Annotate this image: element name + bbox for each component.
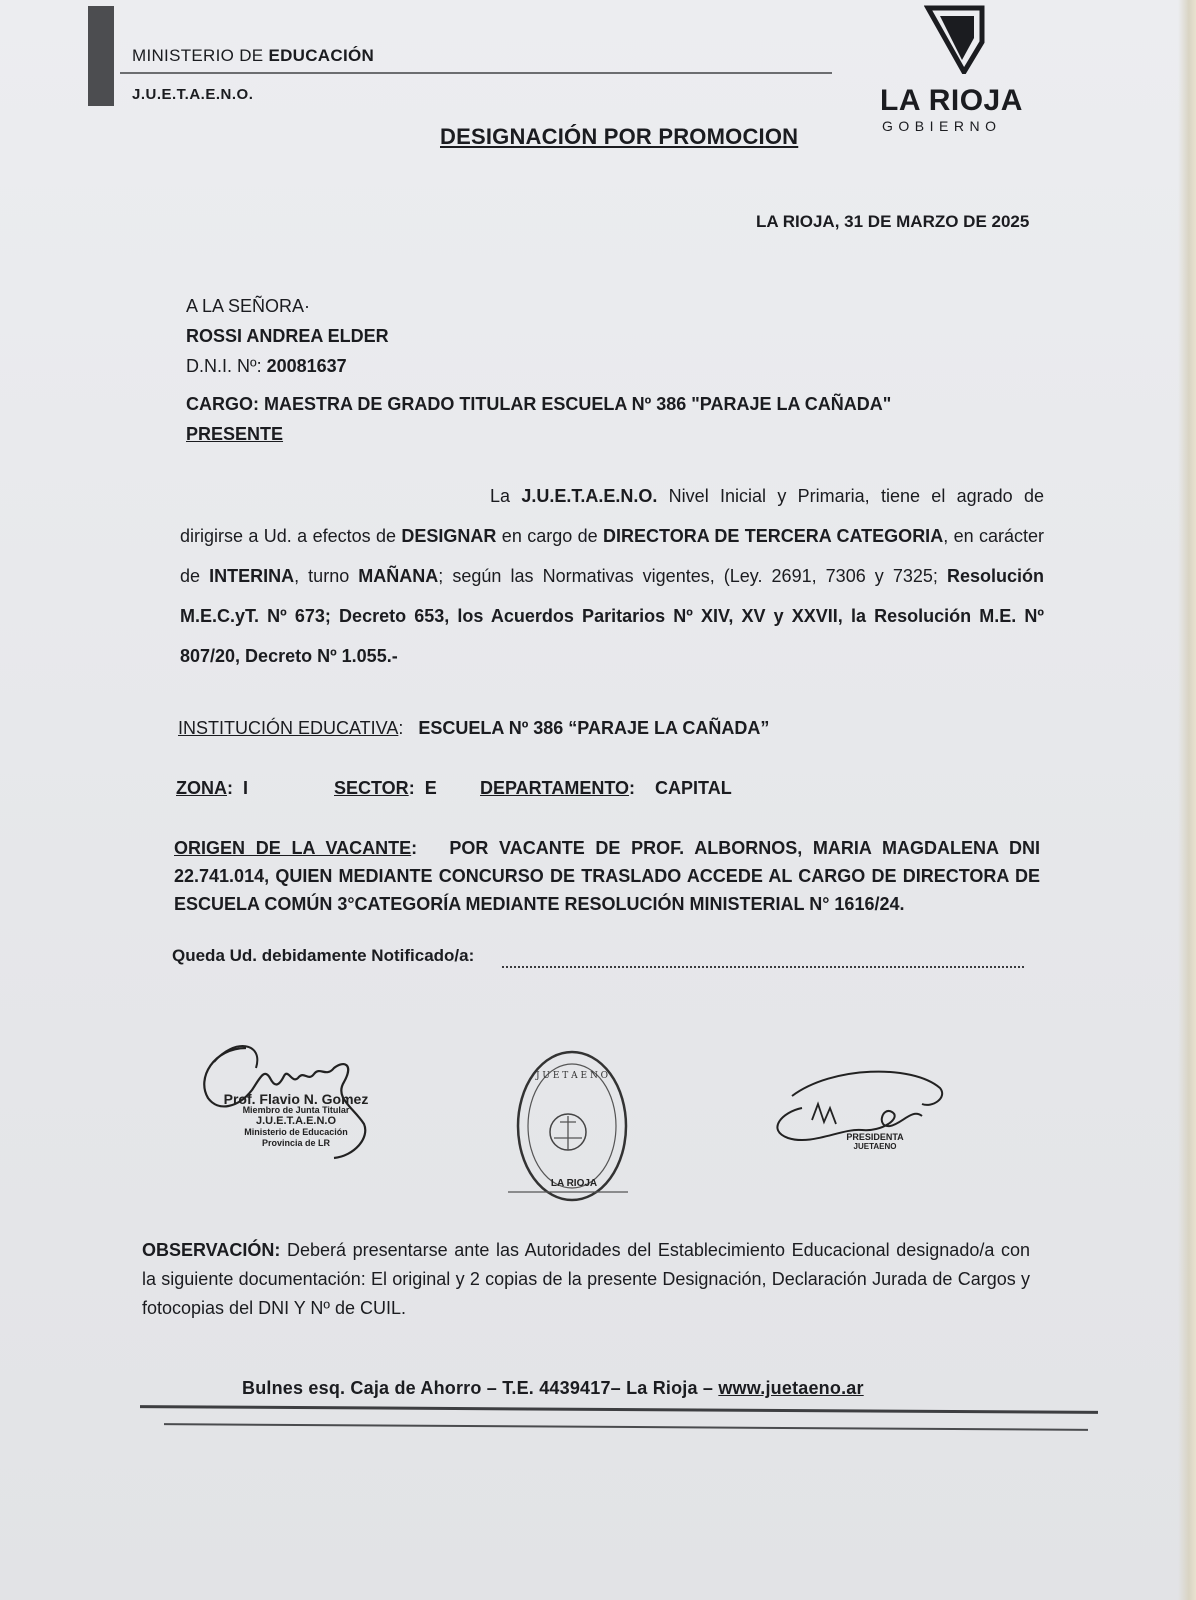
ministry-name: MINISTERIO DE EDUCACIÓN <box>132 46 375 65</box>
sector-field: SECTOR: E <box>334 778 437 798</box>
la-rioja-logo-icon <box>924 2 986 74</box>
vacancy-origin: ORIGEN DE LA VACANTE: POR VACANTE DE PROF. ALBORNOS, MARIA MAGDALENA DNI 22.741.014, QUIEN MEDIANTE CONCURSO DE TRASLADO ACCEDE AL CARGO DE DIRECTORA DE ESCUELA COMÚN 3°CATEGORÍA MEDIANTE RESOLUCIÓN MINISTERIAL N° 1616/24. <box>174 838 1041 914</box>
observation-paragraph: OBSERVACIÓN: Deberá presentarse ante las Autoridades del Establecimiento Educacional designado/a con la siguiente documentación: El original y 2 copias de la presente Designación, Declaración Jurada de Cargos y fotocopias del DNI Y Nº de CUIL. <box>142 1240 1030 1318</box>
seal-caption: LA RIOJA <box>550 1178 598 1189</box>
signature-left-caption: Prof. Flavio N. Gomez Miembro de Junta Titular J.U.E.T.A.E.N.O Ministerio de Educación Provincia de LR <box>223 1091 369 1148</box>
recipient-dni: D.N.I. Nº: 20081637 <box>186 356 347 376</box>
website-link[interactable]: www.juetaeno.ar <box>718 1378 864 1398</box>
zona-field: ZONA: I <box>176 778 249 798</box>
recipient-name: ROSSI ANDREA ELDER <box>186 326 389 346</box>
salutation: A LA SEÑORA· <box>186 296 311 316</box>
designation-paragraph: La J.U.E.T.A.E.N.O. Nivel Inicial y Primaria, tiene el agrado de dirigirse a Ud. a efectos de DESIGNAR en cargo de DIRECTORA DE TERCERA CATEGORIA, en carácter de INTERINA, turno MAÑANA; según las Normativas vigentes, (Ley. 2691, 7306 y 7325; Resolución M.E.C.yT. Nº 673; Decreto 653, los Acuerdos Paritarios Nº XIV, XV y XXVII, la Resolución M.E. Nº 807/20, Decreto Nº 1.055.- <box>180 486 1045 666</box>
logo-subtitle: GOBIERNO <box>882 118 1002 134</box>
presente-label: PRESENTE <box>186 424 284 444</box>
header-divider <box>120 72 832 74</box>
signature-right-caption: PRESIDENTA JUETAENO <box>846 1132 904 1151</box>
notify-signature-line <box>502 966 1024 968</box>
departamento-field: DEPARTAMENTO: CAPITAL <box>480 778 732 798</box>
recipient-cargo: CARGO: MAESTRA DE GRADO TITULAR ESCUELA Nº 386 "PARAJE LA CAÑADA" <box>186 394 892 414</box>
document-title: DESIGNACIÓN POR PROMOCION <box>440 124 799 149</box>
org-name: J.U.E.T.A.E.N.O. <box>132 86 254 103</box>
footer-address: Bulnes esq. Caja de Ahorro – T.E. 4439417– La Rioja – www.juetaeno.ar <box>242 1378 864 1398</box>
official-seal-icon <box>508 1046 636 1206</box>
svg-text:J U E T A E N O: J U E T A E N O <box>535 1071 609 1081</box>
page-edge-shadow <box>1178 0 1196 1600</box>
institution-row: INSTITUCIÓN EDUCATIVA: ESCUELA Nº 386 “PARAJE LA CAÑADA” <box>178 718 770 738</box>
signature-right <box>772 1068 952 1178</box>
logo-title: LA RIOJA <box>880 84 1023 117</box>
header-accent-bar <box>88 6 114 106</box>
document-date: LA RIOJA, 31 DE MARZO DE 2025 <box>756 212 1030 231</box>
notify-line-label: Queda Ud. debidamente Notificado/a: <box>172 946 475 965</box>
